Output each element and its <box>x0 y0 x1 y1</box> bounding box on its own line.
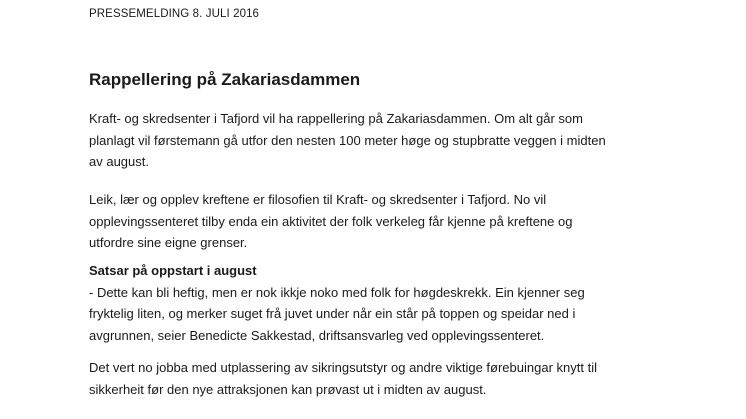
paragraph-line: planlagt vil førstemann gå utfor den nesten 100 meter høge og stupbratte veggen i midten <box>89 132 606 148</box>
paragraph-preparations <box>89 357 649 400</box>
paragraph-line: utfordre sine eigne grenser. <box>89 235 248 250</box>
dateline: PRESSEMELDING 8. JULI 2016 <box>89 8 260 20</box>
paragraph-line: fryktelig liten, og merker suget frå juvet under når ein står på toppen og speidar ned i <box>89 306 576 321</box>
paragraph-line: Kraft- og skredsenter i Tafjord vil ha rappellering på Zakariasdammen. Om alt går som <box>89 111 583 126</box>
paragraph-intro <box>89 108 649 173</box>
paragraph-line: Leik, lær og opplev kreftene er filosofien til Kraft- og skredsenter i Tafjord. No vil <box>89 192 547 207</box>
section-subheading: Satsar på oppstart i august <box>89 263 257 278</box>
paragraph-line: avgrunnen, seier Benedicte Sakkestad, driftsansvarleg ved opplevingssenteret. <box>89 327 545 343</box>
paragraph-line: opplevingssenteret tilby enda ein aktivitet der folk verkeleg får kjenne på kreftene og <box>89 213 573 229</box>
page-title: Rappellering på Zakariasdammen <box>89 70 361 89</box>
paragraph-line: sikkerheit før den nye attraksjonen kan prøvast ut i midten av august. <box>89 381 487 397</box>
paragraph-line: - Dette kan bli heftig, men er nok ikkje noko med folk for høgdeskrekk. Ein kjenner seg <box>89 284 585 300</box>
paragraph-line: Det vert no jobba med utplassering av sikringsutstyr og andre viktige førebuingar knytt til <box>89 360 597 375</box>
paragraph-line: av august. <box>89 154 149 169</box>
paragraph-philosophy <box>89 189 649 254</box>
section-august-start <box>89 260 649 346</box>
